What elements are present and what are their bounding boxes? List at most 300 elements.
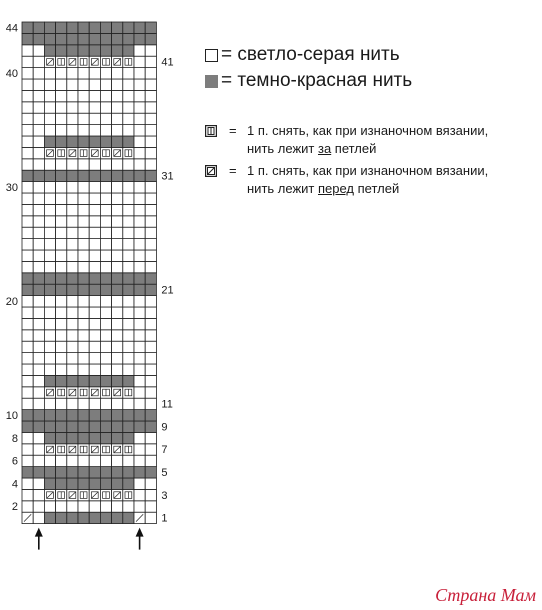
light-cell — [123, 455, 134, 466]
dark-cell — [100, 432, 111, 443]
dark-cell — [33, 467, 44, 478]
light-cell — [145, 204, 156, 215]
dark-cell — [67, 284, 78, 295]
dark-cell — [78, 22, 89, 33]
dark-cell — [56, 284, 67, 295]
light-cell — [33, 125, 44, 136]
light-cell — [67, 455, 78, 466]
light-cell — [44, 364, 55, 375]
dark-cell — [89, 273, 100, 284]
light-cell — [134, 387, 145, 398]
light-cell — [56, 261, 67, 272]
light-cell — [123, 307, 134, 318]
dark-cell — [44, 375, 55, 386]
light-cell — [112, 307, 123, 318]
dark-cell — [123, 375, 134, 386]
light-cell — [145, 501, 156, 512]
light-cell — [134, 398, 145, 409]
light-cell — [78, 193, 89, 204]
light-cell — [134, 45, 145, 56]
light-cell — [67, 296, 78, 307]
light-cell — [89, 307, 100, 318]
light-cell — [112, 364, 123, 375]
light-cell — [33, 102, 44, 113]
light-cell — [56, 204, 67, 215]
dark-cell — [134, 410, 145, 421]
dark-cell — [134, 33, 145, 44]
light-cell — [56, 159, 67, 170]
light-cell — [33, 364, 44, 375]
light-cell — [44, 296, 55, 307]
symbol-equals: = — [229, 163, 237, 178]
light-cell — [67, 227, 78, 238]
light-cell — [89, 261, 100, 272]
light-cell — [44, 113, 55, 124]
light-cell — [123, 227, 134, 238]
light-cell — [123, 182, 134, 193]
dark-cell — [123, 478, 134, 489]
dark-cell — [22, 467, 33, 478]
light-cell — [89, 501, 100, 512]
light-cell — [78, 318, 89, 329]
dark-cell — [100, 273, 111, 284]
light-cell — [33, 398, 44, 409]
dark-cell — [112, 45, 123, 56]
dark-cell — [123, 22, 134, 33]
row-number-left: 20 — [5, 296, 18, 308]
row-number-right: 7 — [161, 444, 168, 457]
dark-cell — [134, 421, 145, 432]
dark-cell — [33, 170, 44, 181]
dark-cell — [22, 22, 33, 33]
light-cell — [67, 261, 78, 272]
light-cell — [33, 501, 44, 512]
light-cell — [22, 261, 33, 272]
light-cell — [56, 353, 67, 364]
light-cell — [145, 318, 156, 329]
light-cell — [100, 318, 111, 329]
light-cell — [100, 250, 111, 261]
dark-cell — [56, 375, 67, 386]
dark-cell — [112, 467, 123, 478]
light-cell — [44, 216, 55, 227]
dark-cell — [22, 284, 33, 295]
light-cell — [112, 182, 123, 193]
light-cell — [145, 68, 156, 79]
light-cell — [145, 489, 156, 500]
light-cell — [123, 353, 134, 364]
light-cell — [33, 193, 44, 204]
light-cell — [100, 307, 111, 318]
light-cell — [100, 364, 111, 375]
slip-back-line1: 1 п. снять, как при изнаночном вязании, — [247, 123, 489, 138]
light-cell — [22, 489, 33, 500]
light-cell — [44, 125, 55, 136]
light-cell — [22, 353, 33, 364]
light-cell — [78, 182, 89, 193]
dark-cell — [123, 136, 134, 147]
light-cell — [134, 432, 145, 443]
dark-cell — [89, 33, 100, 44]
light-cell — [78, 159, 89, 170]
light-cell — [78, 68, 89, 79]
dark-cell — [56, 136, 67, 147]
light-cell — [100, 341, 111, 352]
dark-cell — [78, 512, 89, 523]
dark-cell — [22, 33, 33, 44]
light-cell — [33, 478, 44, 489]
row-number-left: 4 — [11, 478, 18, 491]
light-cell — [145, 444, 156, 455]
light-cell — [112, 113, 123, 124]
light-cell — [134, 159, 145, 170]
light-cell — [134, 113, 145, 124]
light-cell — [134, 125, 145, 136]
dark-cell — [78, 432, 89, 443]
light-cell — [33, 227, 44, 238]
light-cell — [123, 159, 134, 170]
dark-cell — [112, 375, 123, 386]
dark-cell — [112, 421, 123, 432]
light-cell — [123, 318, 134, 329]
dark-cell — [56, 45, 67, 56]
dark-cell — [145, 273, 156, 284]
light-cell — [134, 147, 145, 158]
light-cell — [112, 398, 123, 409]
light-cell — [22, 68, 33, 79]
slip-front-line2-post: петлей — [354, 181, 400, 196]
light-cell — [22, 296, 33, 307]
light-cell — [145, 296, 156, 307]
light-cell — [100, 193, 111, 204]
color-legend — [205, 42, 412, 94]
dark-cell — [89, 45, 100, 56]
light-cell — [123, 261, 134, 272]
light-cell — [112, 90, 123, 101]
light-cell — [22, 147, 33, 158]
light-cell — [78, 364, 89, 375]
light-cell — [145, 90, 156, 101]
dark-cell — [112, 22, 123, 33]
light-cell — [134, 296, 145, 307]
light-cell — [56, 90, 67, 101]
slip-front-line2-em: перед — [317, 181, 355, 196]
light-cell — [33, 261, 44, 272]
dark-cell — [44, 410, 55, 421]
light-cell — [145, 227, 156, 238]
light-cell — [22, 341, 33, 352]
light-cell — [78, 296, 89, 307]
light-cell — [44, 261, 55, 272]
dark-cell — [123, 33, 134, 44]
dark-cell — [78, 273, 89, 284]
dark-cell — [67, 273, 78, 284]
light-cell — [56, 193, 67, 204]
light-cell — [100, 102, 111, 113]
light-cell — [22, 330, 33, 341]
dark-cell — [112, 432, 123, 443]
light-cell — [100, 227, 111, 238]
light-cell — [56, 239, 67, 250]
dark-cell — [78, 45, 89, 56]
light-cell — [78, 330, 89, 341]
slip-front-line2 — [247, 180, 537, 198]
light-cell — [145, 136, 156, 147]
light-cell — [123, 330, 134, 341]
light-cell — [112, 296, 123, 307]
row-number-right: 11 — [161, 398, 173, 411]
dark-cell — [89, 136, 100, 147]
symbol-legend — [205, 122, 537, 202]
dark-cell — [67, 478, 78, 489]
light-cell — [33, 204, 44, 215]
light-cell — [78, 113, 89, 124]
light-cell — [44, 318, 55, 329]
light-cell — [78, 501, 89, 512]
light-cell — [123, 90, 134, 101]
light-cell — [67, 68, 78, 79]
dark-cell — [44, 432, 55, 443]
legend-dark — [205, 68, 412, 94]
dark-cell — [78, 421, 89, 432]
light-cell — [123, 68, 134, 79]
light-cell — [44, 159, 55, 170]
light-cell — [44, 307, 55, 318]
dark-cell — [89, 421, 100, 432]
dark-cell — [112, 170, 123, 181]
light-cell — [33, 79, 44, 90]
dark-cell — [89, 284, 100, 295]
dark-cell — [33, 273, 44, 284]
light-cell — [89, 227, 100, 238]
light-cell — [33, 113, 44, 124]
light-cell — [123, 501, 134, 512]
light-cell — [89, 125, 100, 136]
light-cell — [67, 102, 78, 113]
dark-cell — [89, 478, 100, 489]
light-cell — [22, 113, 33, 124]
dark-cell — [78, 375, 89, 386]
light-cell — [56, 216, 67, 227]
light-cell — [123, 398, 134, 409]
dark-cell — [145, 467, 156, 478]
light-cell — [134, 330, 145, 341]
light-cell — [89, 90, 100, 101]
light-cell — [89, 159, 100, 170]
dark-cell — [123, 410, 134, 421]
dark-cell — [33, 33, 44, 44]
light-cell — [33, 375, 44, 386]
dark-cell — [78, 136, 89, 147]
light-cell — [22, 318, 33, 329]
light-cell — [78, 216, 89, 227]
light-cell — [33, 68, 44, 79]
row-number-right: 1 — [161, 512, 168, 525]
dark-cell — [67, 421, 78, 432]
light-cell — [145, 398, 156, 409]
light-cell — [67, 501, 78, 512]
light-cell — [134, 250, 145, 261]
light-cell — [67, 204, 78, 215]
light-cell — [67, 182, 78, 193]
light-cell — [33, 512, 44, 523]
dark-cell — [89, 22, 100, 33]
light-cell — [22, 227, 33, 238]
light-cell — [22, 307, 33, 318]
light-cell — [44, 501, 55, 512]
light-cell — [134, 489, 145, 500]
row-number-left: 2 — [11, 501, 18, 514]
dark-cell — [78, 467, 89, 478]
light-cell — [100, 296, 111, 307]
light-cell — [112, 68, 123, 79]
light-cell — [134, 455, 145, 466]
light-cell — [33, 90, 44, 101]
light-cell — [44, 455, 55, 466]
light-cell — [22, 375, 33, 386]
light-cell — [145, 147, 156, 158]
row-number-right: 31 — [161, 170, 174, 183]
light-cell — [123, 204, 134, 215]
light-square-icon — [205, 49, 218, 62]
light-cell — [145, 353, 156, 364]
dark-cell — [56, 273, 67, 284]
light-cell — [56, 455, 67, 466]
light-cell — [89, 398, 100, 409]
light-cell — [145, 125, 156, 136]
slip-back-line2-pre: нить лежит — [247, 141, 318, 156]
row-number-right: 5 — [161, 467, 168, 479]
light-cell — [134, 478, 145, 489]
light-cell — [112, 227, 123, 238]
light-cell — [145, 455, 156, 466]
light-cell — [123, 296, 134, 307]
light-cell — [100, 353, 111, 364]
light-cell — [100, 125, 111, 136]
light-cell — [44, 239, 55, 250]
light-cell — [44, 182, 55, 193]
light-cell — [56, 364, 67, 375]
light-cell — [67, 113, 78, 124]
dark-cell — [100, 33, 111, 44]
dark-cell — [123, 421, 134, 432]
light-cell — [56, 341, 67, 352]
light-cell — [100, 398, 111, 409]
light-cell — [56, 125, 67, 136]
dark-cell — [67, 375, 78, 386]
light-cell — [33, 307, 44, 318]
light-cell — [78, 341, 89, 352]
slip-back-line2-post: петлей — [331, 141, 377, 156]
light-cell — [123, 239, 134, 250]
dark-cell — [123, 467, 134, 478]
light-cell — [134, 136, 145, 147]
light-cell — [33, 45, 44, 56]
light-cell — [112, 159, 123, 170]
light-cell — [134, 341, 145, 352]
light-cell — [67, 398, 78, 409]
light-cell — [89, 113, 100, 124]
light-cell — [112, 102, 123, 113]
light-cell — [123, 125, 134, 136]
dark-cell — [100, 170, 111, 181]
dark-cell — [134, 284, 145, 295]
light-cell — [78, 307, 89, 318]
light-cell — [67, 364, 78, 375]
light-cell — [134, 501, 145, 512]
light-cell — [56, 227, 67, 238]
light-cell — [56, 68, 67, 79]
light-cell — [112, 204, 123, 215]
light-cell — [145, 432, 156, 443]
dark-cell — [123, 432, 134, 443]
light-cell — [145, 79, 156, 90]
dark-cell — [145, 421, 156, 432]
legend-dark-label: = темно-красная нить — [221, 70, 413, 91]
dark-cell — [67, 170, 78, 181]
light-cell — [112, 216, 123, 227]
light-cell — [100, 113, 111, 124]
light-cell — [67, 159, 78, 170]
dark-cell — [56, 467, 67, 478]
dark-cell — [89, 512, 100, 523]
dark-cell — [89, 410, 100, 421]
light-cell — [22, 159, 33, 170]
light-cell — [22, 216, 33, 227]
dark-cell — [78, 170, 89, 181]
dark-cell — [100, 512, 111, 523]
light-cell — [89, 239, 100, 250]
light-cell — [56, 307, 67, 318]
light-cell — [145, 375, 156, 386]
light-cell — [89, 79, 100, 90]
dark-cell — [56, 410, 67, 421]
dark-cell — [89, 467, 100, 478]
row-number-right: 3 — [161, 489, 168, 502]
dark-cell — [56, 512, 67, 523]
light-cell — [22, 478, 33, 489]
light-cell — [100, 239, 111, 250]
dark-cell — [44, 22, 55, 33]
light-cell — [78, 261, 89, 272]
dark-cell — [100, 284, 111, 295]
light-cell — [44, 79, 55, 90]
dark-cell — [56, 22, 67, 33]
light-cell — [145, 216, 156, 227]
light-cell — [78, 250, 89, 261]
light-cell — [22, 432, 33, 443]
dark-cell — [44, 467, 55, 478]
light-cell — [89, 330, 100, 341]
light-cell — [134, 68, 145, 79]
light-cell — [78, 204, 89, 215]
dark-cell — [100, 136, 111, 147]
light-cell — [33, 159, 44, 170]
dark-cell — [78, 33, 89, 44]
light-cell — [100, 90, 111, 101]
dark-cell — [78, 410, 89, 421]
light-cell — [78, 90, 89, 101]
dark-cell — [22, 421, 33, 432]
light-cell — [112, 79, 123, 90]
light-cell — [89, 296, 100, 307]
light-cell — [145, 387, 156, 398]
light-cell — [145, 239, 156, 250]
light-cell — [33, 341, 44, 352]
light-cell — [33, 296, 44, 307]
light-cell — [44, 353, 55, 364]
light-cell — [22, 398, 33, 409]
